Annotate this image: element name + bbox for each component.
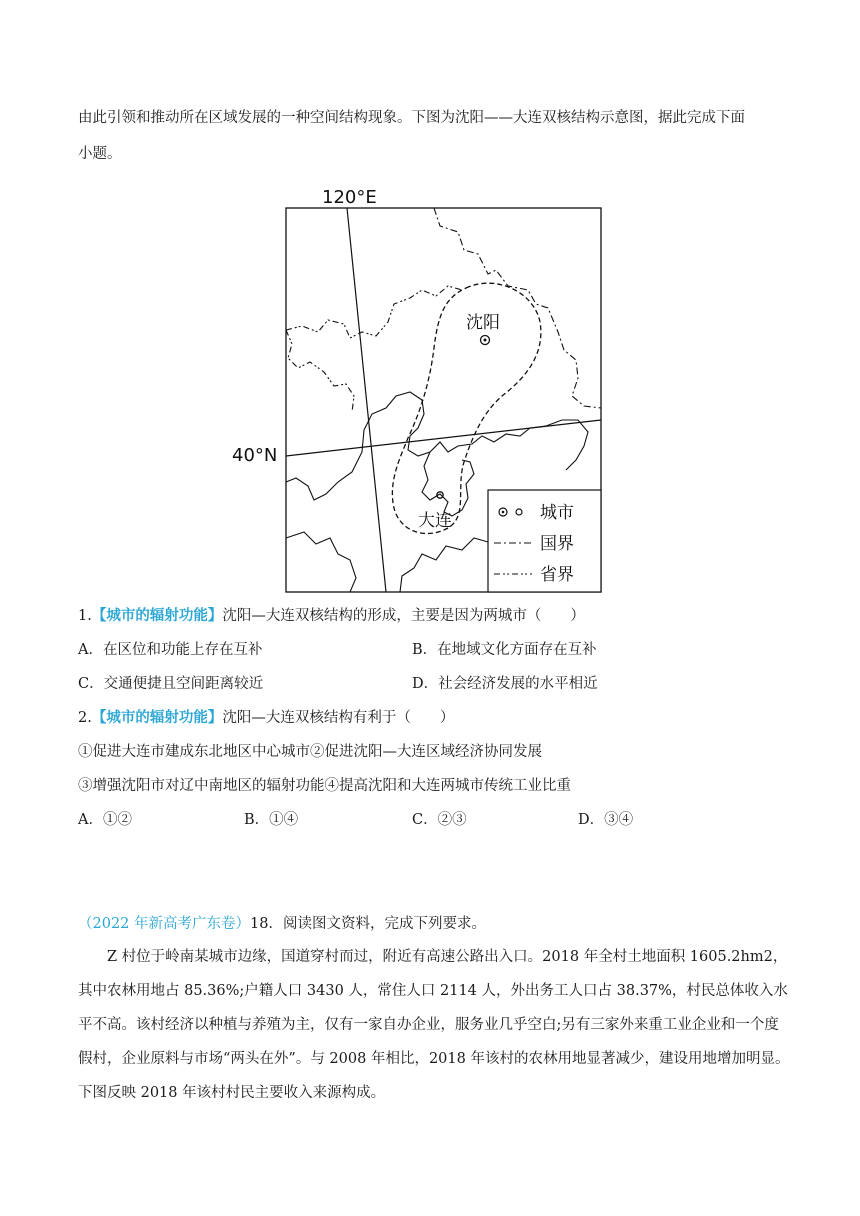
question-1-option-b[interactable]: B．在地域文化方面存在互补 (412, 642, 597, 658)
question-1-stem (78, 606, 585, 626)
question-1-text: 沈阳—大连双核结构的形成，主要是因为两城市（ ） (222, 608, 585, 624)
question-2-option-d[interactable]: D．③④ (578, 812, 634, 828)
question-2-items-line-2: ③增强沈阳市对辽中南地区的辐射功能④提高沈阳和大连两城市传统工业比重 (78, 778, 571, 794)
question-1-option-d[interactable]: D．社会经济发展的水平相近 (412, 676, 598, 692)
city-shenyang-label: 沈阳 (466, 313, 500, 333)
question-2-tag: 【城市的辐射功能】 (91, 709, 223, 726)
question-18-source: （2022 年新高考广东卷） (78, 916, 251, 932)
question-18-header (78, 914, 486, 934)
legend-national-label: 国界 (540, 534, 574, 554)
question-1-number: 1. (78, 608, 92, 624)
question-2-number: 2. (78, 710, 92, 726)
question-18-paragraph: Z 村位于岭南某城市边缘，国道穿村而过，附近有高速公路出入口。2018 年全村土地面积 1605.2hm2，其中农林用地占 85.36%;户籍人口 3430 人，常住人口 2114 人，外出务工人口占 38.37%，村民总体收入水平不高。该村经济以种植与养殖为主，仅有一家自办企业，服务业几乎空白;另有三家外来重工业企业和一个度假村，企业原料与市场“两头在外”。与 2008 年相比，2018 年该村的农林用地显著减少，建设用地增加明显。下图反映 2018 年该村村民主要收入来源构成。 (78, 949, 790, 1101)
latitude-label: 40°N (232, 445, 278, 466)
legend-city-label: 城市 (540, 503, 574, 523)
question-2-option-c[interactable]: C．②③ (412, 812, 467, 828)
intro-line-2: 小题。 (78, 146, 122, 162)
question-1-tag: 【城市的辐射功能】 (91, 607, 223, 624)
question-2-text: 沈阳—大连双核结构有利于（ ） (222, 710, 455, 726)
legend-provincial-label: 省界 (540, 565, 574, 585)
question-2-option-b[interactable]: B．①④ (244, 812, 299, 828)
question-18-stem: 18．阅读图文资料，完成下列要求。 (250, 916, 486, 932)
question-1-option-c[interactable]: C．交通便捷且空间距离较近 (78, 676, 264, 692)
question-2-items-line-1: ①促进大连市建成东北地区中心城市②促进沈阳—大连区域经济协同发展 (78, 744, 542, 760)
question-1-option-a[interactable]: A．在区位和功能上存在互补 (78, 642, 263, 658)
shenyang-dalian-map (226, 182, 626, 594)
city-dalian-label: 大连 (418, 511, 452, 531)
intro-line-1: 由此引领和推动所在区域发展的一种空间结构现象。下图为沈阳——大连双核结构示意图，据此完成下面 (78, 110, 745, 126)
question-2-option-a[interactable]: A．①② (78, 812, 132, 828)
question-2-stem (78, 708, 454, 728)
longitude-label: 120°E (322, 187, 377, 208)
